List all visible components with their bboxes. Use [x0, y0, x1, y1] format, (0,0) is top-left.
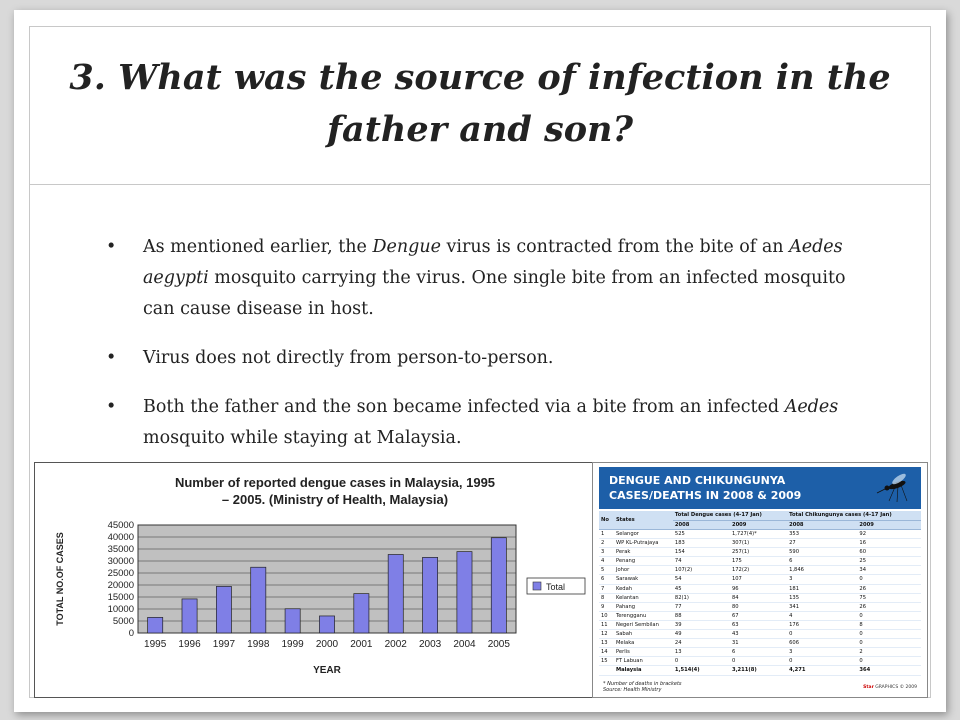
table-cell: 183: [673, 539, 730, 548]
table-title: [609, 473, 899, 503]
y-tick-label: 45000: [107, 520, 134, 531]
subheader-dengue-2009: 2009: [730, 520, 787, 530]
table-row: [599, 657, 921, 666]
credit-brand: Star: [863, 685, 874, 690]
bullet-1-text-c: mosquito carrying the virus. One single bite from an infected mosquito can cause disease in host.: [143, 268, 846, 319]
subheader-chik-2008: 2008: [787, 520, 857, 530]
slide-title: [54, 52, 906, 156]
table-total-row: [599, 666, 921, 675]
x-tick-label: 2002: [384, 639, 407, 650]
slide: [14, 10, 946, 712]
bullet-1-term-dengue: Dengue: [372, 237, 441, 257]
table-cell: 257(1): [730, 548, 787, 557]
table-cell: 4: [599, 557, 614, 566]
chart-title-line-1: Number of reported dengue cases in Malaysia, 1995: [174, 475, 496, 490]
table-cell: 154: [673, 548, 730, 557]
bar-2002: [388, 555, 403, 633]
subheader-chik-2009: 2009: [857, 520, 921, 530]
table-cell: 606: [787, 639, 857, 648]
x-tick-label: 2000: [315, 639, 339, 650]
table-cell: 1,514(4): [673, 666, 730, 675]
table-cell: 92: [857, 530, 921, 539]
table-cell: 24: [673, 639, 730, 648]
table-cell: 75: [857, 593, 921, 602]
bar-1999: [285, 609, 300, 633]
x-tick-label: 1998: [247, 639, 270, 650]
bullet-1-text-a: As mentioned earlier, the: [143, 237, 373, 257]
bar-1998: [251, 567, 266, 633]
table-cell: 43: [730, 630, 787, 639]
bullet-marker: •: [106, 348, 117, 368]
y-tick-label: 20000: [107, 580, 134, 591]
col-header-dengue: Total Dengue cases (4-17 Jan): [673, 511, 787, 520]
table-cell: 3: [787, 575, 857, 584]
table-cell: 175: [730, 557, 787, 566]
table-row: [599, 548, 921, 557]
table-cell: 0: [857, 575, 921, 584]
table-cell: 1,846: [787, 566, 857, 575]
table-cell: 13: [673, 648, 730, 657]
table-row: [599, 593, 921, 602]
table-cell: 1,727(4)*: [730, 530, 787, 539]
bullet-list: [106, 232, 866, 472]
bullet-marker: •: [106, 237, 117, 257]
table-row: [599, 539, 921, 548]
bar-2003: [423, 557, 438, 633]
y-tick-label: 0: [128, 628, 134, 639]
table-cell: 60: [857, 548, 921, 557]
bullet-1-text-b: virus is contracted from the bite of an: [440, 237, 790, 257]
table-title-line-1: DENGUE AND CHIKUNGUNYA: [609, 474, 786, 487]
table-cell: 307(1): [730, 539, 787, 548]
table-title-line-2: CASES/DEATHS IN 2008 & 2009: [609, 489, 802, 502]
dengue-bar-chart: [34, 462, 604, 698]
bullet-3-text-b: mosquito while staying at Malaysia.: [143, 428, 462, 448]
title-line-2: father and son?: [326, 109, 634, 150]
chart-title-line-2: – 2005. (Ministry of Health, Malaysia): [221, 492, 449, 507]
table-cell: Negeri Sembilan: [614, 620, 673, 629]
x-tick-label: 2004: [453, 639, 476, 650]
y-tick-label: 5000: [112, 616, 134, 627]
y-tick-label: 25000: [107, 568, 134, 579]
table-row: [599, 584, 921, 593]
table-cell: 176: [787, 620, 857, 629]
x-tick-label: 1999: [281, 639, 304, 650]
table-cell: 3: [599, 548, 614, 557]
table-cell: 67: [730, 611, 787, 620]
table-cell: 525: [673, 530, 730, 539]
footnote-line-1: * Number of deaths in brackets: [603, 681, 682, 687]
x-tick-label: 1996: [178, 639, 201, 650]
table-cell: 590: [787, 548, 857, 557]
y-tick-label: 10000: [107, 604, 134, 615]
table-cell: 0: [857, 639, 921, 648]
mosquito-icon: [875, 471, 915, 505]
y-tick-label: 35000: [107, 544, 134, 555]
table-cell: 341: [787, 602, 857, 611]
table-cell: Malaysia: [614, 666, 673, 675]
subheader-dengue-2008: 2008: [673, 520, 730, 530]
table-cell: 34: [857, 566, 921, 575]
table-cell: 12: [599, 630, 614, 639]
table-cell: 107(2): [673, 566, 730, 575]
table-row: [599, 575, 921, 584]
table-cell: Sabah: [614, 630, 673, 639]
table-header-banner: [599, 467, 921, 509]
table-cell: 0: [730, 657, 787, 666]
chart-legend: [527, 578, 585, 594]
table-row: [599, 557, 921, 566]
bar-2005: [491, 538, 506, 633]
x-tick-labels: [144, 639, 510, 650]
x-tick-label: 2005: [487, 639, 510, 650]
table-cell: 1: [599, 530, 614, 539]
table-cell: 49: [673, 630, 730, 639]
y-tick-label: 30000: [107, 556, 134, 567]
bar-2004: [457, 552, 472, 633]
table-cell: 82(1): [673, 593, 730, 602]
table-cell: 0: [857, 657, 921, 666]
table-cell: Sarawak: [614, 575, 673, 584]
table-cell: 135: [787, 593, 857, 602]
data-table: [599, 511, 921, 676]
table-cell: 4: [787, 611, 857, 620]
table-cell: 10: [599, 611, 614, 620]
table-footnote: [603, 681, 682, 693]
table-cell: 7: [599, 584, 614, 593]
chart-svg: [35, 463, 603, 697]
bullet-1-term-aedes-aegypti: Aedes aegypti: [143, 237, 843, 288]
y-axis-label: TOTAL NO.OF CASES: [55, 532, 65, 626]
table-row: [599, 648, 921, 657]
table-cell: 88: [673, 611, 730, 620]
graphic-credit: [863, 685, 917, 690]
table-cell: 74: [673, 557, 730, 566]
legend-swatch: [533, 582, 541, 590]
title-separator: [29, 184, 931, 185]
bullet-2-text: Virus does not directly from person-to-person.: [143, 348, 554, 368]
table-cell: 27: [787, 539, 857, 548]
table-row: [599, 611, 921, 620]
x-tick-label: 1997: [212, 639, 236, 650]
table-cell: [599, 666, 614, 675]
table-cell: Perlis: [614, 648, 673, 657]
table-cell: 353: [787, 530, 857, 539]
table-cell: 25: [857, 557, 921, 566]
legend-label: Total: [546, 582, 566, 592]
table-header-row: [599, 511, 921, 520]
table-cell: 16: [857, 539, 921, 548]
table-cell: 39: [673, 620, 730, 629]
table-cell: 14: [599, 648, 614, 657]
table-row: [599, 566, 921, 575]
table-cell: Selangor: [614, 530, 673, 539]
table-cell: 2: [599, 539, 614, 548]
table-cell: 54: [673, 575, 730, 584]
table-cell: WP KL-Putrajaya: [614, 539, 673, 548]
table-cell: 63: [730, 620, 787, 629]
bullet-3-term-aedes: Aedes: [784, 397, 839, 417]
table-cell: 107: [730, 575, 787, 584]
table-cell: 8: [857, 620, 921, 629]
table-cell: 0: [787, 630, 857, 639]
bullet-item-1: [106, 232, 866, 325]
table-cell: 6: [730, 648, 787, 657]
table-cell: Pahang: [614, 602, 673, 611]
table-row: [599, 620, 921, 629]
bullet-item-3: [106, 392, 866, 454]
x-tick-label: 1995: [144, 639, 167, 650]
table-cell: 3: [787, 648, 857, 657]
table-cell: Kelantan: [614, 593, 673, 602]
table-row: [599, 639, 921, 648]
table-row: [599, 530, 921, 539]
table-cell: 13: [599, 639, 614, 648]
table-row: [599, 630, 921, 639]
bar-1997: [216, 586, 231, 633]
bar-2001: [354, 594, 369, 633]
table-body: [599, 530, 921, 676]
table-cell: 364: [857, 666, 921, 675]
col-header-states: States: [614, 511, 673, 530]
table-cell: 9: [599, 602, 614, 611]
table-cell: 11: [599, 620, 614, 629]
table-cell: 0: [857, 630, 921, 639]
x-tick-label: 2003: [418, 639, 442, 650]
table-cell: 181: [787, 584, 857, 593]
x-axis-label: YEAR: [313, 665, 341, 676]
table-row: [599, 602, 921, 611]
table-cell: Perak: [614, 548, 673, 557]
table-cell: 80: [730, 602, 787, 611]
bar-1995: [148, 617, 163, 633]
table-cell: 77: [673, 602, 730, 611]
footnote-line-2: Source: Health Ministry: [603, 687, 662, 693]
table-cell: 0: [787, 657, 857, 666]
credit-text: GRAPHICS © 2009: [873, 685, 917, 690]
y-tick-labels: [108, 520, 134, 639]
bar-2000: [319, 616, 334, 633]
bar-1996: [182, 599, 197, 633]
table-cell: 8: [599, 593, 614, 602]
table-cell: 6: [599, 575, 614, 584]
table-cell: 31: [730, 639, 787, 648]
bullet-item-2: [106, 343, 866, 374]
bullet-3-text-a: Both the father and the son became infected via a bite from an infected: [143, 397, 785, 417]
table-cell: 6: [787, 557, 857, 566]
table-cell: 26: [857, 584, 921, 593]
col-header-chikungunya: Total Chikungunya cases (4-17 Jan): [787, 511, 921, 520]
table-cell: Kedah: [614, 584, 673, 593]
table-cell: Penang: [614, 557, 673, 566]
table-cell: 45: [673, 584, 730, 593]
table-cell: Johor: [614, 566, 673, 575]
x-tick-label: 2001: [350, 639, 373, 650]
y-tick-label: 40000: [107, 532, 134, 543]
table-cell: 0: [857, 611, 921, 620]
table-cell: 96: [730, 584, 787, 593]
table-cell: 26: [857, 602, 921, 611]
table-cell: 5: [599, 566, 614, 575]
table-cell: 0: [673, 657, 730, 666]
table-cell: 3,211(8): [730, 666, 787, 675]
bullet-marker: •: [106, 397, 117, 417]
table-cell: 4,271: [787, 666, 857, 675]
table-cell: 172(2): [730, 566, 787, 575]
table-cell: 15: [599, 657, 614, 666]
col-header-no: No: [599, 511, 614, 530]
table-cell: Terengganu: [614, 611, 673, 620]
table-cell: 84: [730, 593, 787, 602]
table-cell: Melaka: [614, 639, 673, 648]
table-cell: 2: [857, 648, 921, 657]
title-line-1: 3. What was the source of infection in the: [69, 57, 891, 98]
table-cell: FT Labuan: [614, 657, 673, 666]
y-tick-label: 15000: [107, 592, 134, 603]
dengue-chikungunya-table: [592, 462, 928, 698]
